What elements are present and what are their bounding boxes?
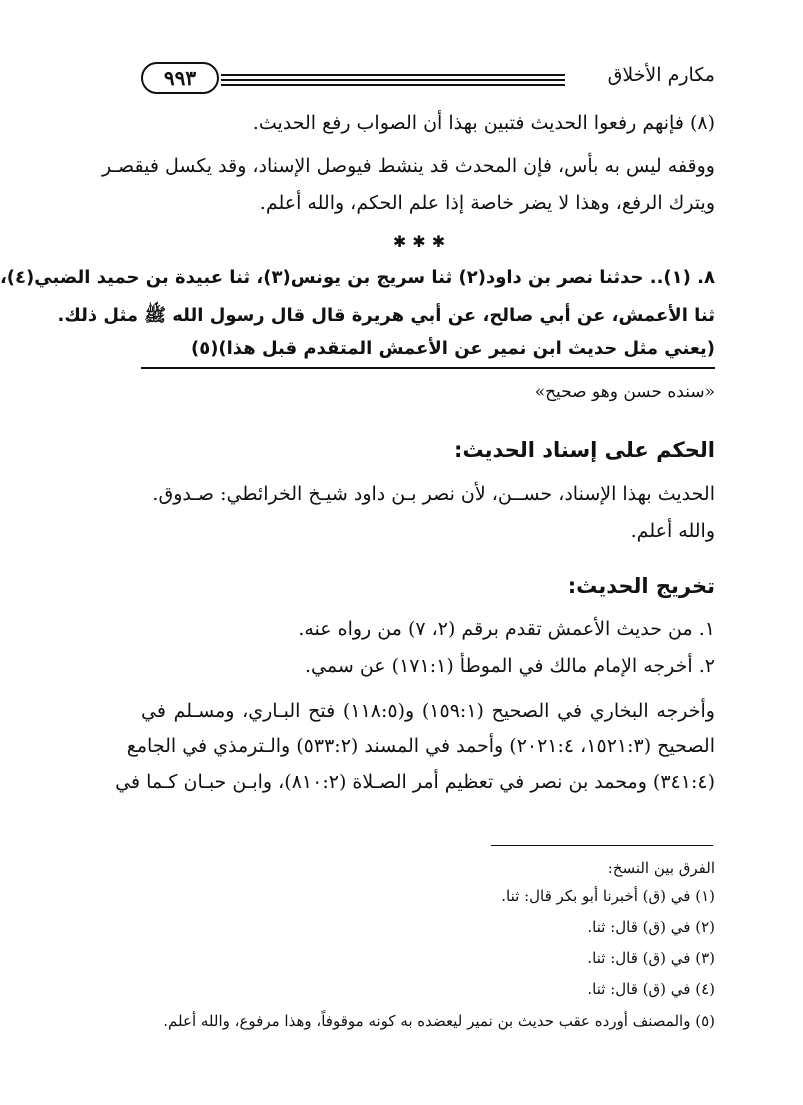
takhrij-item: ١. من حديث الأعمش تقدم برقم (٢، ٧) من رواه عنه.: [298, 618, 715, 640]
page-number: ٩٩٣: [141, 62, 219, 94]
text-line: والله أعلم.: [630, 520, 715, 542]
takhrij-heading: تخريج الحديث:: [567, 574, 715, 598]
takhrij-item: ٢. أخرجه الإمام مالك في الموطأ (١٧١:١) عن سمي.: [305, 655, 715, 677]
hadith-line: (يعني مثل حديث ابن نمير عن الأعمش المتقدم قبل هذا)(٥): [190, 338, 715, 359]
hadith-grade: «سنده حسن وهو صحيح»: [534, 382, 715, 402]
header-rule: [221, 79, 565, 81]
header-rule: [221, 74, 565, 76]
text-line: الحديث بهذا الإسناد، حســن، لأن نصر بـن داود شيـخ الخرائطي: صـدوق.: [152, 483, 715, 505]
ruling-heading: الحكم على إسناد الحديث:: [454, 438, 715, 462]
footnote-separator: [491, 845, 713, 846]
book-title: مكارم الأخلاق: [607, 64, 715, 86]
text-line: ويترك الرفع، وهذا لا يضر خاصة إذا علم الحكم، والله أعلم.: [259, 192, 715, 214]
text-line: الصحيح (١٥٢١:٣، ٢٠٢١:٤) وأحمد في المسند (٥٣٣:٢) والـترمذي في الجامع: [126, 735, 715, 757]
footnote: (٤) في (ق) قال: ثنا.: [587, 980, 715, 998]
footnote: (٢) في (ق) قال: ثنا.: [587, 918, 715, 936]
text-line: ووقفه ليس به بأس، فإن المحدث قد ينشط فيوصل الإسناد، وقد يكسل فيقصـر: [101, 155, 715, 177]
header-rule: [221, 84, 565, 86]
text-line: وأخرجه البخاري في الصحيح (١٥٩:١) و(١١٨:٥) فتح البـاري، ومسـلم في: [141, 700, 715, 722]
footnote: (٥) والمصنف أورده عقب حديث بن نمير ليعضده به كونه موقوفاً، وهذا مرفوع، والله أعلم.: [163, 1012, 715, 1030]
text-line: (٣٤١:٤) ومحمد بن نصر في تعظيم أمر الصـلاة (٨١٠:٢)، وابـن حبـان كـما في: [115, 771, 715, 793]
page-header: [141, 62, 715, 96]
footnotes-heading: الفرق بين النسخ:: [607, 859, 715, 877]
footnote: (٣) في (ق) قال: ثنا.: [587, 949, 715, 967]
section-divider-stars: ✱✱✱: [392, 232, 452, 251]
hadith-line: ثنا الأعمش، عن أبي صالح، عن أبي هريرة قال قال رسول الله ﷺ مثل ذلك.: [57, 305, 715, 326]
text-line: (٨) فإنهم رفعوا الحديث فتبين بهذا أن الصواب رفع الحديث.: [252, 112, 715, 134]
footnote: (١) في (ق) أخبرنا أبو بكر قال: ثنا.: [501, 887, 715, 905]
hadith-line: ٨. (١).. حدثنا نصر بن داود(٢) ثنا سريج بن يونس(٣)، ثنا عبيدة بن حميد الضبي(٤)،: [0, 267, 715, 288]
hadith-separator: [141, 367, 715, 369]
